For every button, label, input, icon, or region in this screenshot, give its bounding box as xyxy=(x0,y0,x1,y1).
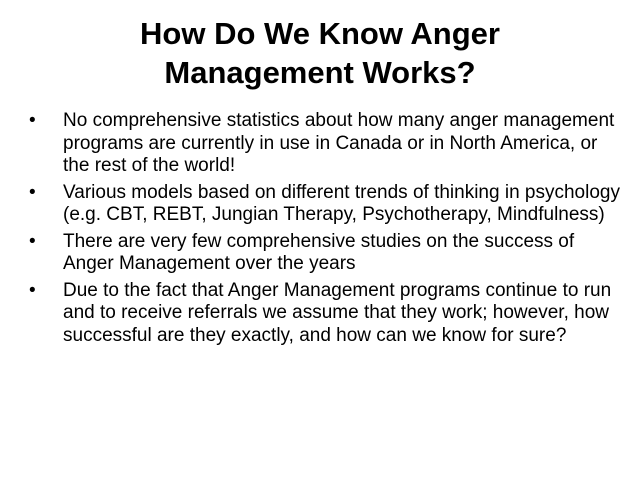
bullet-item xyxy=(25,110,625,178)
bullet-item xyxy=(25,231,625,276)
slide-title xyxy=(30,14,610,92)
bullet-dot-icon: • xyxy=(29,110,36,131)
bullet-text: Due to the fact that Anger Management programs continue to run and to receive referrals we assume that they work; however, how successful are they exactly, and how can we know for sure? xyxy=(63,279,612,346)
bullet-item xyxy=(25,280,625,348)
bullet-dot-icon: • xyxy=(29,181,36,203)
bullet-text: Various models based on different trends of thinking in psychology (e.g. CBT, REBT, Jungian Therapy, Psychotherapy, Mindfulness) xyxy=(63,181,620,225)
slide-title-line-1: How Do We Know Anger xyxy=(140,16,500,51)
bullet-item xyxy=(25,182,625,227)
bullet-list xyxy=(25,110,625,351)
bullet-text: There are very few comprehensive studies on the success of Anger Management over the years xyxy=(63,230,575,274)
bullet-text: No comprehensive statistics about how many anger management programs are currently in use in Canada or in North America, or the rest of the world! xyxy=(63,110,615,176)
slide-title-line-2: Management Works? xyxy=(164,55,476,90)
bullet-dot-icon: • xyxy=(29,230,36,252)
bullet-dot-icon: • xyxy=(29,279,36,301)
